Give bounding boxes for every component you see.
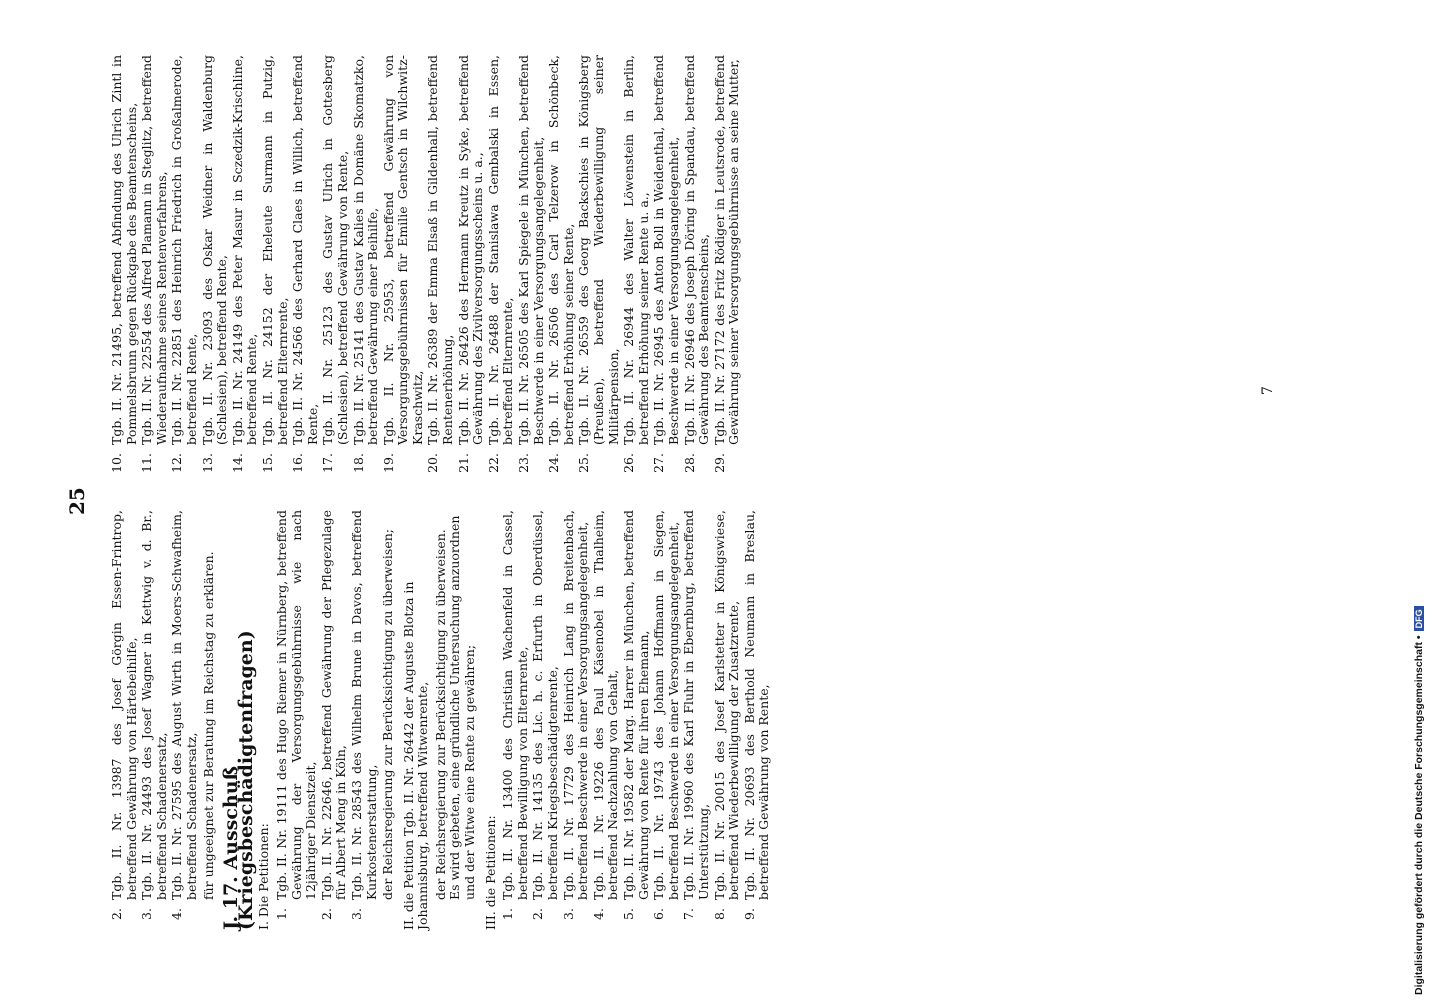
list-item <box>321 55 350 475</box>
section-heading: J. 17. Ausschuß (Kriegsbeschädigtenfragen) <box>220 630 257 930</box>
list-item <box>622 510 651 930</box>
item-number: 8. <box>711 908 727 920</box>
list-item <box>382 55 426 475</box>
list-item <box>231 55 260 475</box>
list-item <box>713 510 742 930</box>
item-text: Tgb. II. Nr. 24493 des Josef Wagner in Kettwig v. d. Br., betreffend Schadenersatz, <box>139 510 169 900</box>
dfg-logo: DFG <box>1414 606 1424 631</box>
list-item <box>577 55 621 475</box>
section-3-entries <box>501 510 772 930</box>
item-text: Tgb. II. Nr. 22554 des Alfred Plamann in Steglitz, betreffend Wiederaufnahme seines Rentenverfahrens, <box>139 55 169 445</box>
left-column <box>110 510 773 930</box>
item-text: Tgb. II. Nr. 20015 des Josef Karlstetter in Königswiese, betreffend Wiederbewilligung der Zusatzrente, <box>711 510 742 900</box>
item-number: 1. <box>273 908 289 920</box>
item-text: Tgb. II. Nr. 20693 des Berthold Neumann in Breslau, betreffend Gewährung von Rente, <box>741 510 772 900</box>
item-number: 22. <box>485 453 501 473</box>
item-text: Tgb. II. Nr. 26946 des Joseph Döring in Spandau, betreffend Gewährung des Beamtenscheins, <box>681 55 712 445</box>
list-item <box>652 510 681 930</box>
item-text: Tgb. II. Nr. 19226 des Paul Käsenobel in Thalheim, betreffend Nachzahlung von Gehalt, <box>590 510 621 900</box>
item-number: 20. <box>425 453 441 473</box>
item-number: 28. <box>681 453 697 473</box>
item-text: Tgb. II. Nr. 19111 des Hugo Riemer in Nürnberg, betreffend Gewährung der Versorgungsgebührnisse wie nach 12jähriger Dienstzeit, <box>273 510 319 900</box>
item-text: Tgb. II. Nr. 17729 des Heinrich Lang in Breitenbach, betreffend Beschwerde in einer Versorgungsangelegenheit, <box>560 510 591 900</box>
stamp-text: Digitalisierung gefördert durch die Deutsche Forschungsgemeinschaft • <box>1413 635 1425 995</box>
item-text: Tgb. II. Nr. 14135 des Lic. h. c. Erfurth in Oberdüssel, betreffend Kriegsbeschädigtenrente, <box>530 510 561 900</box>
list-item <box>501 510 530 930</box>
list-item <box>517 55 546 475</box>
item-number: 15. <box>259 453 275 473</box>
list-item <box>426 55 455 475</box>
footer-number: 7 <box>1260 386 1276 395</box>
item-number: 11. <box>139 453 155 473</box>
list-item <box>291 55 320 475</box>
list-item <box>683 55 712 475</box>
item-number: 2. <box>318 908 334 920</box>
item-number: 2. <box>530 908 546 920</box>
list-item <box>320 510 349 930</box>
list-item <box>743 510 772 930</box>
item-text: Tgb. II. Nr. 24149 des Peter Masur in Sczedzik-Krischline, betreffend Rente, <box>229 55 260 445</box>
item-text: Tgb. II. Nr. 19582 der Marg. Harrer in München, betreffend Gewährung von Rente für ihren Ehemann, <box>621 510 651 900</box>
item-text: Tgb. II. Nr. 28543 des Wilhelm Brune in Davos, betreffend Kurkostenerstattung, <box>348 510 379 900</box>
list-item <box>110 55 139 475</box>
item-number: 26. <box>621 453 637 473</box>
section-2-label: II. die Petition Tgb. II. Nr. 26442 der Auguste Blotza in Johannisburg, betreffend Witwenrente, <box>400 581 431 930</box>
item-number: 29. <box>711 453 727 473</box>
item-number: 17. <box>320 453 336 473</box>
item-text: Tgb. II. Nr. 26426 des Hermann Kreutz in Syke, betreffend Gewährung des Zivilversorgungsscheins u. a., <box>455 55 486 445</box>
item-text: Tgb. II. Nr. 26944 des Walter Löwenstein in Berlin, betreffend Erhöhung seiner Rente u. a., <box>621 55 651 445</box>
list-item <box>352 55 381 475</box>
item-number: 13. <box>199 453 215 473</box>
item-text: Tgb. II. Nr. 22851 des Heinrich Friedrich in Großalmerode, betreffend Rente, <box>169 55 199 445</box>
list-item <box>275 510 319 930</box>
item-text: Tgb. II. Nr. 23093 des Oskar Weidner in Waldenburg (Schlesien), betreffend Rente, <box>199 55 230 445</box>
item-number: 1. <box>500 908 516 920</box>
list-item <box>350 510 379 930</box>
list-item <box>261 55 290 475</box>
list-item <box>487 55 516 475</box>
item-text: Tgb. II. Nr. 26505 des Karl Spiegele in München, betreffend Beschwerde in einer Versorgungsangelegenheit, <box>516 55 546 445</box>
item-text: Tgb. II. Nr. 25141 des Gustav Kalies in Domäne Skomatzko, betreffend Gewährung einer Beihilfe, <box>350 55 381 445</box>
list-item <box>457 55 486 475</box>
item-text: Tgb. II. Nr. 26506 des Carl Telzerow in Schönbeck, betreffend Erhöhung seiner Rente, <box>546 55 576 445</box>
item-text: Tgb. II. Nr. 13400 des Christian Wachenfeld in Cassel, betreffend Bewilligung von Elternrente, <box>500 510 530 900</box>
list-item <box>713 55 742 475</box>
document-page <box>45 15 1375 955</box>
item-number: 12. <box>169 453 185 473</box>
list-item <box>170 510 199 930</box>
right-column <box>110 55 743 475</box>
page-number: 25 <box>65 487 89 515</box>
item-number: 18. <box>350 453 366 473</box>
list-item <box>682 510 711 930</box>
list-item <box>622 55 651 475</box>
item-number: 7. <box>681 908 697 920</box>
item-number: 4. <box>169 908 185 920</box>
section-1-label: I. Die Petitionen: <box>256 823 272 930</box>
item-number: 3. <box>139 908 155 920</box>
section-1-entries <box>275 510 379 930</box>
item-text: Tgb. II. Nr. 27172 des Fritz Rödiger in Leutsrode, betreffend Gewährung seiner Versorgungsgebührnisse an seine Mutter, <box>711 55 742 445</box>
item-number: 3. <box>348 908 364 920</box>
item-text: Tgb. II. Nr. 26559 des Georg Backschies in Königsberg (Preußen), betreffend Wiederbewilligung seiner Militärpension, <box>576 55 621 445</box>
list-item <box>592 510 621 930</box>
item-number: 3. <box>560 908 576 920</box>
item-number: 5. <box>621 908 636 920</box>
section-1-conclusion: der Reichsregierung zur Berücksichtigung zu überweisen; <box>380 529 396 900</box>
item-number: 14. <box>229 453 245 473</box>
item-text: Tgb. II. Nr. 19960 des Karl Fluhr in Ebernburg, betreffend Unterstützung, <box>681 510 711 900</box>
item-number: 25. <box>576 453 592 473</box>
item-number: 23. <box>516 453 532 473</box>
item-number: 16. <box>290 453 306 473</box>
item-text: Tgb. II. Nr. 19743 des Johann Hoffmann in Siegen, betreffend Beschwerde in einer Versorgungsangelegenheit, <box>651 510 681 900</box>
item-number: 10. <box>109 453 124 473</box>
item-number: 9. <box>741 908 757 920</box>
list-item <box>140 55 169 475</box>
item-text: Tgb. II. Nr. 25123 des Gustav Ulrich in Gottesberg (Schlesien), betreffend Gewährung von Rente, <box>320 55 350 445</box>
right-entries <box>110 55 742 475</box>
list-item <box>652 55 681 475</box>
list-item <box>201 55 230 475</box>
item-number: 2. <box>109 908 124 920</box>
list-item <box>170 55 199 475</box>
item-text: Tgb. II. Nr. 26488 der Stanislawa Gembalski in Essen, betreffend Elternrente, <box>485 55 516 445</box>
item-number: 6. <box>651 908 667 920</box>
item-text: Tgb. II. Nr. 26945 des Anton Boll in Weidenthal, betreffend Beschwerde in einer Versorgungsangelegenheit, <box>651 55 681 445</box>
section-2-conclusion: der Reichsregierung zur Berücksichtigung zu überweisen. Es wird gebeten, eine gründliche Untersuchung anzuordnen und der Witwe eine Rente zu gewähren; <box>432 515 478 900</box>
unsuitable-note: für ungeeignet zur Beratung im Reichstag zu erklären. <box>200 551 216 900</box>
item-number: 21. <box>455 453 471 473</box>
item-text: Tgb. II. Nr. 21495, betreffend Abfindung des Ulrich Zintl in Pommelsbrunn gegen Rückgabe des Beamtenscheins, <box>109 55 139 445</box>
item-number: 19. <box>380 453 396 473</box>
list-item <box>547 55 576 475</box>
item-text: Tgb. II. Nr. 26389 der Emma Elsaß in Gildenhall, betreffend Rentenerhöhung, <box>425 55 456 445</box>
list-item <box>531 510 560 930</box>
item-text: Tgb. II. Nr. 27595 des August Wirth in Moers-Schwafheim, betreffend Schadenersatz, <box>169 510 199 900</box>
item-number: 24. <box>546 453 562 473</box>
item-number: 27. <box>651 453 667 473</box>
left-entries-top <box>110 510 200 930</box>
list-item <box>562 510 591 930</box>
item-text: Tgb. II. Nr. 24566 des Gerhard Claes in Willich, betreffend Rente, <box>290 55 320 445</box>
item-text: Tgb. II. Nr. 13987 des Josef Görgin Essen-Frintrop, betreffend Gewährung von Härtebeihilfe, <box>109 510 139 900</box>
item-number: 4. <box>590 908 606 920</box>
item-text: Tgb. II. Nr. 25953, betreffend Gewährung von Versorgungsgebührnissen für Emilie Gentsch in Wilchwitz-Kraschwitz, <box>380 55 425 445</box>
digitization-stamp <box>1413 5 1431 995</box>
section-3-label: III. die Petitionen: <box>482 815 498 930</box>
list-item <box>140 510 169 930</box>
list-item <box>110 510 139 930</box>
item-text: Tgb. II. Nr. 24152 der Eheleute Surmann in Putzig, betreffend Elternrente, <box>259 55 290 445</box>
item-text: Tgb. II. Nr. 22646, betreffend Gewährung der Pflegezulage für Albert Meng in Köln, <box>318 510 349 900</box>
